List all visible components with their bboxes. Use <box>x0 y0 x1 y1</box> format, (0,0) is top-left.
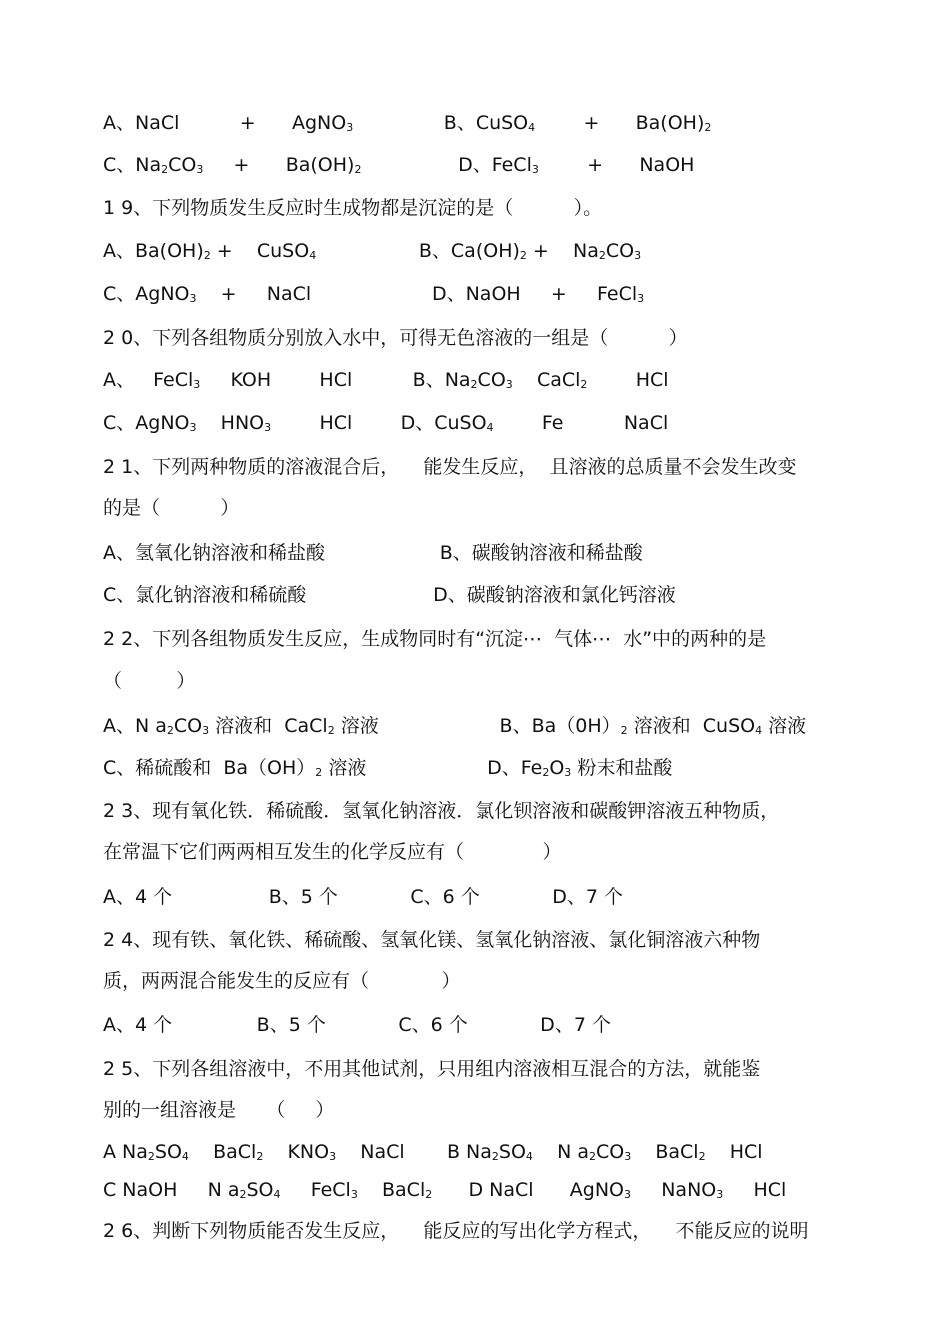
subscript: 3 <box>637 292 645 305</box>
text-line <box>103 156 694 175</box>
subscript: 3 <box>196 163 204 176</box>
subscript: 2 <box>519 249 527 262</box>
subscript: 4 <box>528 121 536 134</box>
text-line <box>103 499 239 518</box>
subscript: 2 <box>580 378 588 391</box>
text-segment: CO <box>477 369 506 391</box>
text-segment: HCl <box>705 1141 763 1163</box>
text-segment: HCl <box>723 1179 787 1201</box>
subscript: 2 <box>620 724 628 737</box>
text-line <box>103 931 760 950</box>
text-segment: + NaCl D、NaOH + FeCl <box>196 283 638 305</box>
text-segment: HNO <box>196 412 265 434</box>
subscript: 2 <box>239 1188 247 1201</box>
text-segment: BaCl <box>357 1179 426 1201</box>
subscript: 2 <box>203 249 211 262</box>
text-segment: 溶液和 CuSO <box>627 715 756 737</box>
text-segment: NaCl B Na <box>336 1141 492 1163</box>
text-segment: A、 FeCl <box>103 369 194 391</box>
subscript: 3 <box>264 421 272 434</box>
text-segment: A、氢氧化钠溶液和稀盐酸 B、碳酸钠溶液和稀盐酸 <box>103 542 643 564</box>
text-segment: 质，两两混合能发生的反应有（ ） <box>103 970 461 992</box>
subscript: 2 <box>166 724 174 737</box>
text-line <box>103 586 676 605</box>
text-line <box>103 1222 809 1241</box>
text-segment: A、4 个 B、5 个 C、6 个 D、7 个 <box>103 886 624 908</box>
text-segment: A、N a <box>103 715 167 737</box>
subscript: 3 <box>189 421 197 434</box>
text-segment: C NaOH N a <box>103 1179 240 1201</box>
text-segment: 2 6、判断下列物质能否发生反应， 能反应的写出化学方程式， 不能反应的说明 <box>103 1220 809 1242</box>
text-segment: 溶液 D、Fe <box>322 757 543 779</box>
text-line <box>103 544 643 563</box>
subscript: 3 <box>202 724 210 737</box>
text-segment: C、AgNO <box>103 412 190 434</box>
text-segment: C、稀硫酸和 Ba（OH） <box>103 757 316 779</box>
subscript: 3 <box>193 378 201 391</box>
subscript: 2 <box>425 1188 433 1201</box>
text-segment: FeCl <box>280 1179 351 1201</box>
subscript: 4 <box>273 1188 281 1201</box>
text-segment: D NaCl AgNO <box>432 1179 625 1201</box>
subscript: 4 <box>181 1150 189 1163</box>
text-segment: CaCl <box>512 369 581 391</box>
subscript: 2 <box>598 249 606 262</box>
text-line <box>103 242 641 261</box>
text-segment: CO <box>168 154 197 176</box>
subscript: 2 <box>315 766 323 779</box>
subscript: 3 <box>624 1150 632 1163</box>
text-segment: SO <box>246 1179 274 1201</box>
text-line <box>103 199 602 218</box>
text-line <box>103 1016 611 1035</box>
subscript: 3 <box>189 292 197 305</box>
text-segment: HCl D、CuSO <box>271 412 487 434</box>
text-segment: CO <box>173 715 203 737</box>
text-segment: 2 4、现有铁、氧化铁、稀硫酸、氢氧化镁、氢氧化钠溶液、氯化铜溶液六种物 <box>103 929 761 951</box>
subscript: 3 <box>350 1188 358 1201</box>
text-line <box>103 414 668 433</box>
text-segment: CO <box>595 1141 625 1163</box>
subscript: 2 <box>147 1150 155 1163</box>
subscript: 2 <box>698 1150 706 1163</box>
text-segment: C、AgNO <box>103 283 190 305</box>
subscript: 3 <box>716 1188 724 1201</box>
text-segment: KNO <box>263 1141 330 1163</box>
text-segment: 在常温下它们两两相互发生的化学反应有（ ） <box>103 841 562 863</box>
text-line <box>103 1181 786 1200</box>
text-line <box>103 285 644 304</box>
text-segment: A、Ba(OH) <box>103 240 204 262</box>
subscript: 3 <box>329 1150 337 1163</box>
text-segment: + Ba(OH) <box>203 154 355 176</box>
subscript: 3 <box>564 766 572 779</box>
text-segment: 2 2、下列各组物质发生反应，生成物同时有“沉淀⋯ 气体⋯ 水”中的两种的是 <box>103 628 767 650</box>
text-segment: 溶液 B、Ba（0H） <box>334 715 621 737</box>
text-segment: C、氯化钠溶液和稀硫酸 D、碳酸钠溶液和氯化钙溶液 <box>103 584 676 606</box>
subscript: 3 <box>531 163 539 176</box>
subscript: 2 <box>256 1150 264 1163</box>
text-segment: 的是（ ） <box>103 497 240 519</box>
text-line <box>103 1060 760 1079</box>
text-line <box>103 1143 763 1162</box>
text-line <box>103 458 796 477</box>
text-segment: BaCl <box>188 1141 257 1163</box>
subscript: 4 <box>486 421 494 434</box>
text-segment: A Na <box>103 1141 148 1163</box>
text-segment: + Ba(OH) <box>535 112 705 134</box>
subscript: 2 <box>470 378 478 391</box>
subscript: 3 <box>634 249 642 262</box>
text-segment: （ ） <box>103 670 196 692</box>
text-line <box>103 717 806 736</box>
subscript: 4 <box>525 1150 533 1163</box>
subscript: 3 <box>624 1188 632 1201</box>
subscript: 2 <box>491 1150 499 1163</box>
text-segment: 1 9、下列物质发生反应时生成物都是沉淀的是（ ）。 <box>103 197 603 219</box>
subscript: 2 <box>354 163 362 176</box>
subscript: 4 <box>755 724 763 737</box>
text-segment: 2 3、现有氧化铁．稀硫酸．氢氧化钠溶液．氯化钡溶液和碳酸钾溶液五种物质， <box>103 800 780 822</box>
text-segment: 2 5、下列各组溶液中，不用其他试剂，只用组内溶液相互混合的方法，就能鉴 <box>103 1058 761 1080</box>
text-line <box>103 888 623 907</box>
text-segment: SO <box>154 1141 182 1163</box>
text-segment: HCl <box>587 369 669 391</box>
subscript: 3 <box>505 378 513 391</box>
subscript: 4 <box>309 249 317 262</box>
text-segment: N a <box>532 1141 589 1163</box>
text-line <box>103 630 766 649</box>
text-segment: + Na <box>526 240 599 262</box>
text-segment: 溶液 <box>762 715 807 737</box>
subscript: 2 <box>588 1150 596 1163</box>
text-segment: 2 0、下列各组物质分别放入水中，可得无色溶液的一组是（ ） <box>103 327 688 349</box>
subscript: 2 <box>542 766 550 779</box>
text-line <box>103 329 688 348</box>
text-segment: SO <box>498 1141 526 1163</box>
text-segment: D、FeCl <box>361 154 532 176</box>
text-line <box>103 972 460 991</box>
text-segment: B、Ca(OH) <box>316 240 520 262</box>
text-segment: Fe NaCl <box>493 412 669 434</box>
subscript: 2 <box>704 121 712 134</box>
text-segment: KOH HCl B、Na <box>200 369 471 391</box>
text-line <box>103 802 779 821</box>
text-line <box>103 843 562 862</box>
text-segment: NaNO <box>631 1179 717 1201</box>
text-segment: A、NaCl + AgNO <box>103 112 347 134</box>
text-line <box>103 1101 334 1120</box>
text-segment: CO <box>605 240 635 262</box>
text-line <box>103 759 672 778</box>
subscript: 2 <box>161 163 169 176</box>
text-line <box>103 371 669 390</box>
text-segment: + CuSO <box>210 240 310 262</box>
text-segment: C、Na <box>103 154 162 176</box>
subscript: 3 <box>346 121 354 134</box>
text-segment: BaCl <box>631 1141 699 1163</box>
text-segment: 粉末和盐酸 <box>571 757 673 779</box>
subscript: 2 <box>327 724 335 737</box>
text-segment: 2 1、下列两种物质的溶液混合后， 能发生反应， 且溶液的总质量不会发生改变 <box>103 456 797 478</box>
text-segment: O <box>549 757 565 779</box>
text-segment: + NaOH <box>538 154 695 176</box>
text-segment: 别的一组溶液是 （ ） <box>103 1099 335 1121</box>
text-segment: A、4 个 B、5 个 C、6 个 D、7 个 <box>103 1014 611 1036</box>
text-segment: B、CuSO <box>353 112 529 134</box>
text-line <box>103 114 711 133</box>
text-line <box>103 672 195 691</box>
text-segment: 溶液和 CaCl <box>209 715 328 737</box>
